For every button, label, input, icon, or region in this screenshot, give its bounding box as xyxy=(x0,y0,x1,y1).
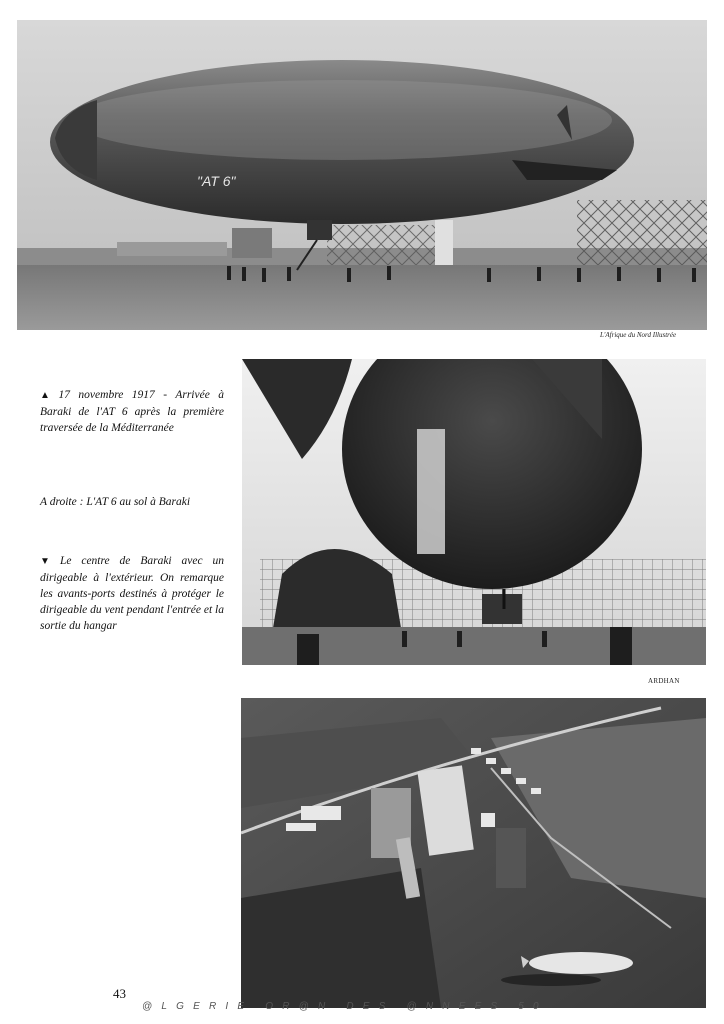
caption-baraki-centre-text: Le centre de Baraki avec un dirigeable à l'extérieur. On remarque les avants-ports destinés à protéger le dirigeable du vent pendant l'entrée et la sortie du hangar xyxy=(40,555,224,632)
caption-ground xyxy=(40,494,224,510)
photo-airship-at6-arrival xyxy=(17,20,707,330)
caption-ground-text: A droite : L'AT 6 au sol à Baraki xyxy=(40,496,191,508)
caption-baraki-centre xyxy=(40,553,224,634)
caption-arrival xyxy=(40,387,224,436)
caption-arrival-text: 17 novembre 1917 - Arrivée à Baraki de l'AT 6 après la première traversée de la Méditerranée xyxy=(40,389,224,434)
page-number: 43 xyxy=(113,986,126,1001)
footer-watermark: @LGERIE OR@N DES @NNEES 50 xyxy=(142,1001,548,1012)
photo-baraki-aerial-image xyxy=(241,698,706,1008)
photo-credit-middle: ARDHAN xyxy=(648,677,680,685)
photo-airship-at6-ground xyxy=(242,359,706,665)
photo-baraki-aerial xyxy=(241,698,706,1008)
airship-marking: "AT 6" xyxy=(197,173,236,189)
photo-airship-at6-ground-image xyxy=(242,359,706,665)
photo-credit-top: L'Afrique du Nord Illustrée xyxy=(600,331,677,339)
down-arrow-icon: ▼ xyxy=(40,556,57,567)
up-arrow-icon: ▲ xyxy=(40,390,56,401)
photo-airship-at6-arrival-image xyxy=(17,20,707,330)
